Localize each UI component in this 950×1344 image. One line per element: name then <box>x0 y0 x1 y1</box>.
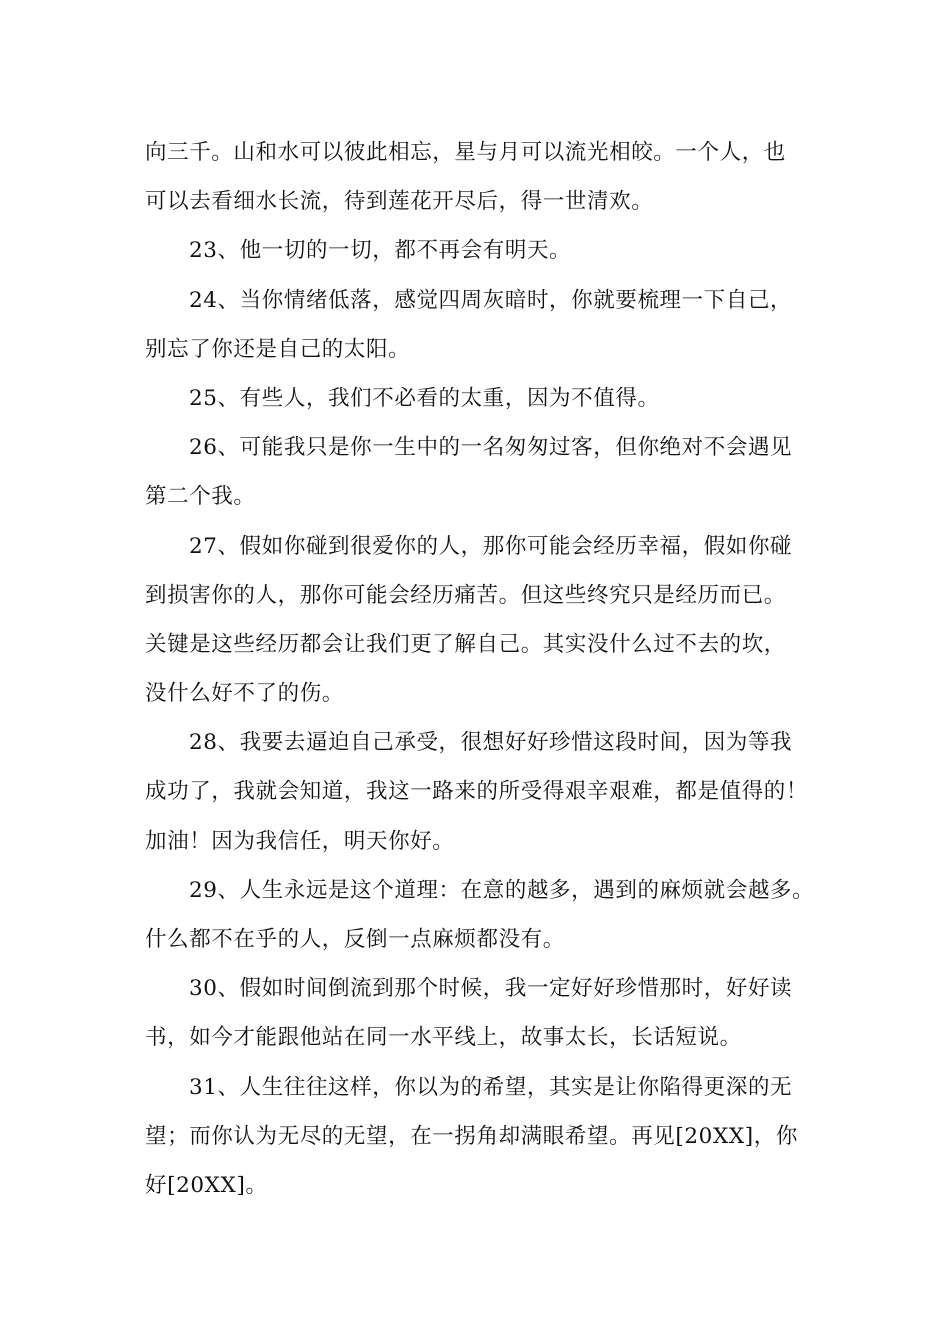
text-line: 31、人生往往这样，你以为的希望，其实是让你陷得更深的无 <box>189 1074 793 1100</box>
text-line: 成功了，我就会知道，我这一路来的所受得艰辛艰难，都是值得的！ <box>145 779 809 805</box>
text-line: 26、可能我只是你一生中的一名匆匆过客，但你绝对不会遇见 <box>189 435 793 461</box>
text-line: 到损害你的人，那你可能会经历痛苦。但这些终究只是经历而已。 <box>145 582 786 608</box>
text-line: 关键是这些经历都会让我们更了解自己。其实没什么过不去的坎， <box>145 631 786 657</box>
text-line: 好[20XX]。 <box>145 1172 268 1198</box>
text-line: 30、假如时间倒流到那个时候，我一定好好珍惜那时，好好读 <box>189 976 793 1002</box>
text-line: 28、我要去逼迫自己承受，很想好好珍惜这段时间，因为等我 <box>189 730 793 756</box>
text-line: 可以去看细水长流，待到莲花开尽后，得一世清欢。 <box>145 189 654 215</box>
text-line: 23、他一切的一切，都不再会有明天。 <box>189 238 572 264</box>
text-line: 别忘了你还是自己的太阳。 <box>145 336 411 362</box>
text-line: 向三千。山和水可以彼此相忘，星与月可以流光相皎。一个人，也 <box>145 140 786 165</box>
text-line: 望；而你认为无尽的无望，在一拐角却满眼希望。再见[20XX]，你 <box>145 1123 798 1149</box>
text-line: 第二个我。 <box>145 484 256 510</box>
text-line: 27、假如你碰到很爱你的人，那你可能会经历幸福，假如你碰 <box>189 533 793 559</box>
text-line: 25、有些人，我们不必看的太重，因为不值得。 <box>189 385 660 411</box>
text-line: 29、人生永远是这个道理：在意的越多，遇到的麻烦就会越多。 <box>189 877 815 903</box>
text-line: 书，如今才能跟他站在同一水平线上，故事太长，长话短说。 <box>145 1025 742 1051</box>
text-line: 加油！因为我信任，明天你好。 <box>145 828 455 854</box>
text-line: 没什么好不了的伤。 <box>145 681 344 707</box>
document-body <box>145 128 825 1210</box>
text-line: 什么都不在乎的人，反倒一点麻烦都没有。 <box>145 927 565 952</box>
text-line: 24、当你情绪低落，感觉四周灰暗时，你就要梳理一下自己， <box>189 287 793 313</box>
